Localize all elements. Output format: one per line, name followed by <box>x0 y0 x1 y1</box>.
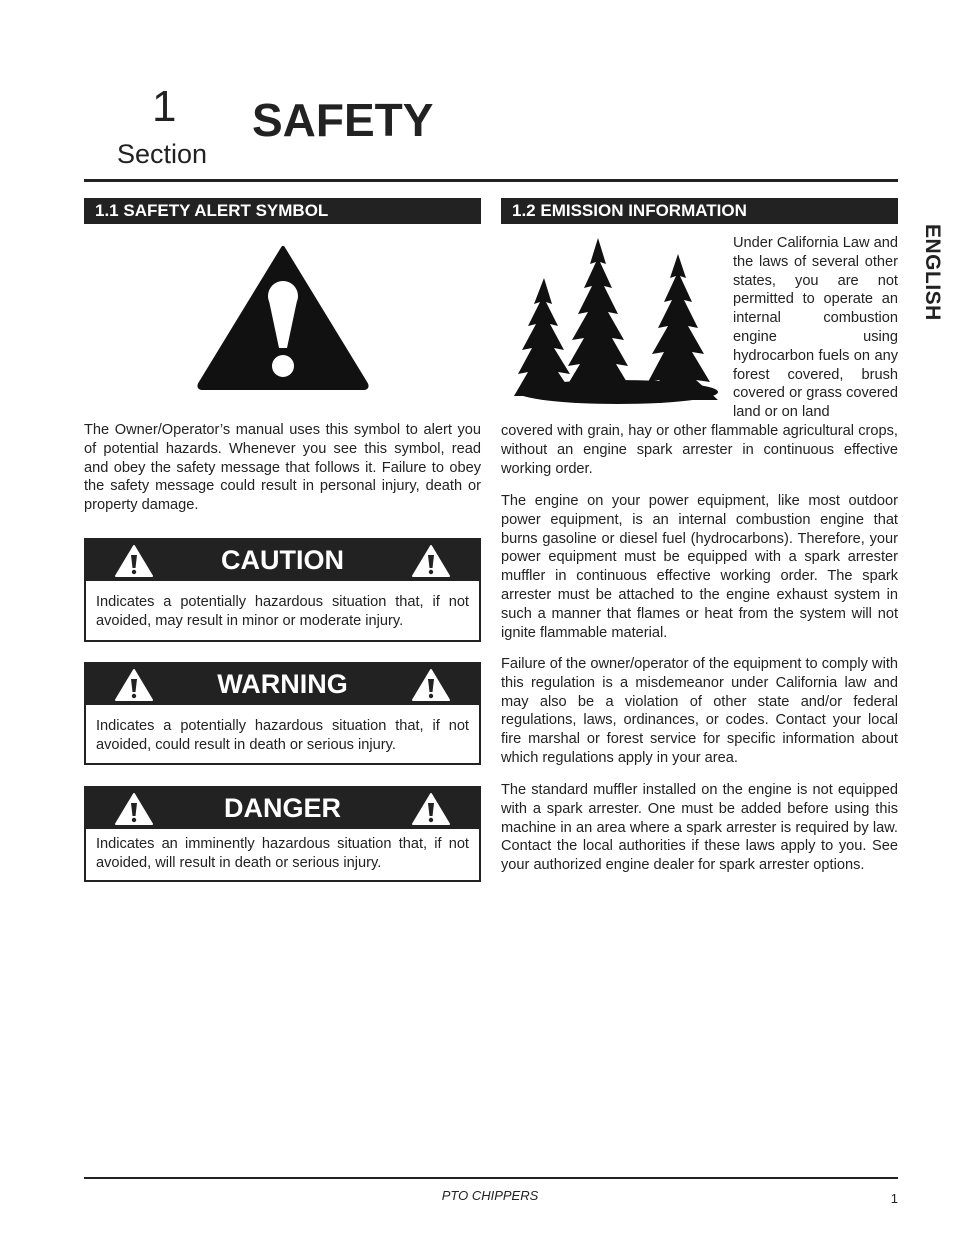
page-title: SAFETY <box>252 94 434 146</box>
page-number: 1 <box>890 1191 898 1206</box>
caution-header <box>86 540 479 581</box>
caution-text: Indicates a potentially hazardous situation that, if not avoided, may result in minor or moderate injury. <box>96 594 469 629</box>
warning-triangle-icon <box>411 792 451 826</box>
safety-alert-intro: The Owner/Operator’s manual uses this symbol to alert you of potential hazards. Whenever you see this symbol, read and obey the safety message that follows it. Failure to obey the safety message could result in personal injury, death or property damage. <box>84 422 481 514</box>
section-number: 1 <box>152 82 177 131</box>
emission-para-1-wrapped: Under California Law and the laws of several other states, you are not permitted to operate an internal combustion engine using hydrocarbon fuels on any forest covered, brush covered or grass covered land or on land <box>733 235 898 421</box>
warning-box <box>84 662 481 765</box>
warning-text: Indicates a potentially hazardous situation that, if not avoided, could result in death or serious injury. <box>96 718 469 753</box>
danger-label: DANGER <box>223 793 341 823</box>
warning-triangle-icon <box>114 792 154 826</box>
warning-header <box>86 664 479 705</box>
emission-para-4: The standard muffler installed on the engine is not equipped with a spark arrester. One must be added before using this machine in an area where a spark arrester is required by law. Contact the local authorities if these laws apply to you. See your authorized engine dealer for spark arrester options. <box>501 782 898 874</box>
forest-trees-icon <box>500 234 728 406</box>
section-heading-emission: 1.2 EMISSION INFORMATION <box>501 198 898 224</box>
warning-triangle-icon <box>411 544 451 578</box>
footer-rule <box>84 1177 898 1179</box>
section-heading-safety-alert: 1.1 SAFETY ALERT SYMBOL <box>84 198 481 224</box>
danger-text: Indicates an imminently hazardous situation that, if not avoided, will result in death or serious injury. <box>96 836 469 871</box>
safety-alert-symbol-icon <box>196 244 370 390</box>
caution-box <box>84 538 481 642</box>
header-rule <box>84 179 898 182</box>
section-label: Section <box>117 139 208 169</box>
emission-para-1-continued: covered with grain, hay or other flammable agricultural crops, without an engine spark arrester in continuous effective working order. <box>501 423 898 477</box>
footer-title: PTO CHIPPERS <box>441 1188 539 1203</box>
warning-triangle-icon <box>411 668 451 702</box>
language-tab <box>916 224 946 334</box>
danger-header <box>86 788 479 829</box>
danger-box <box>84 786 481 882</box>
emission-para-3: Failure of the owner/operator of the equipment to comply with this regulation is a misdemeanor under California law and may also be a violation of other state and/or federal regulations, laws, ordinances, or codes. Contact your local fire marshal or forest service for specific information about which regulations apply in your area. <box>501 656 898 766</box>
caution-label: CAUTION <box>221 545 344 575</box>
warning-label: WARNING <box>217 669 348 699</box>
language-label: ENGLISH <box>921 224 944 321</box>
warning-triangle-icon <box>114 668 154 702</box>
emission-para-2: The engine on your power equipment, like most outdoor power equipment, is an internal combustion engine that burns gasoline or diesel fuel (hydrocarbons). Therefore, your power equipment must be equipped with a spark arrester muffler in continuous effective working order. The spark arrester must be attached to the engine exhaust system in such a manner that flames or heat from the system will not ignite flammable material. <box>501 493 898 641</box>
warning-triangle-icon <box>114 544 154 578</box>
